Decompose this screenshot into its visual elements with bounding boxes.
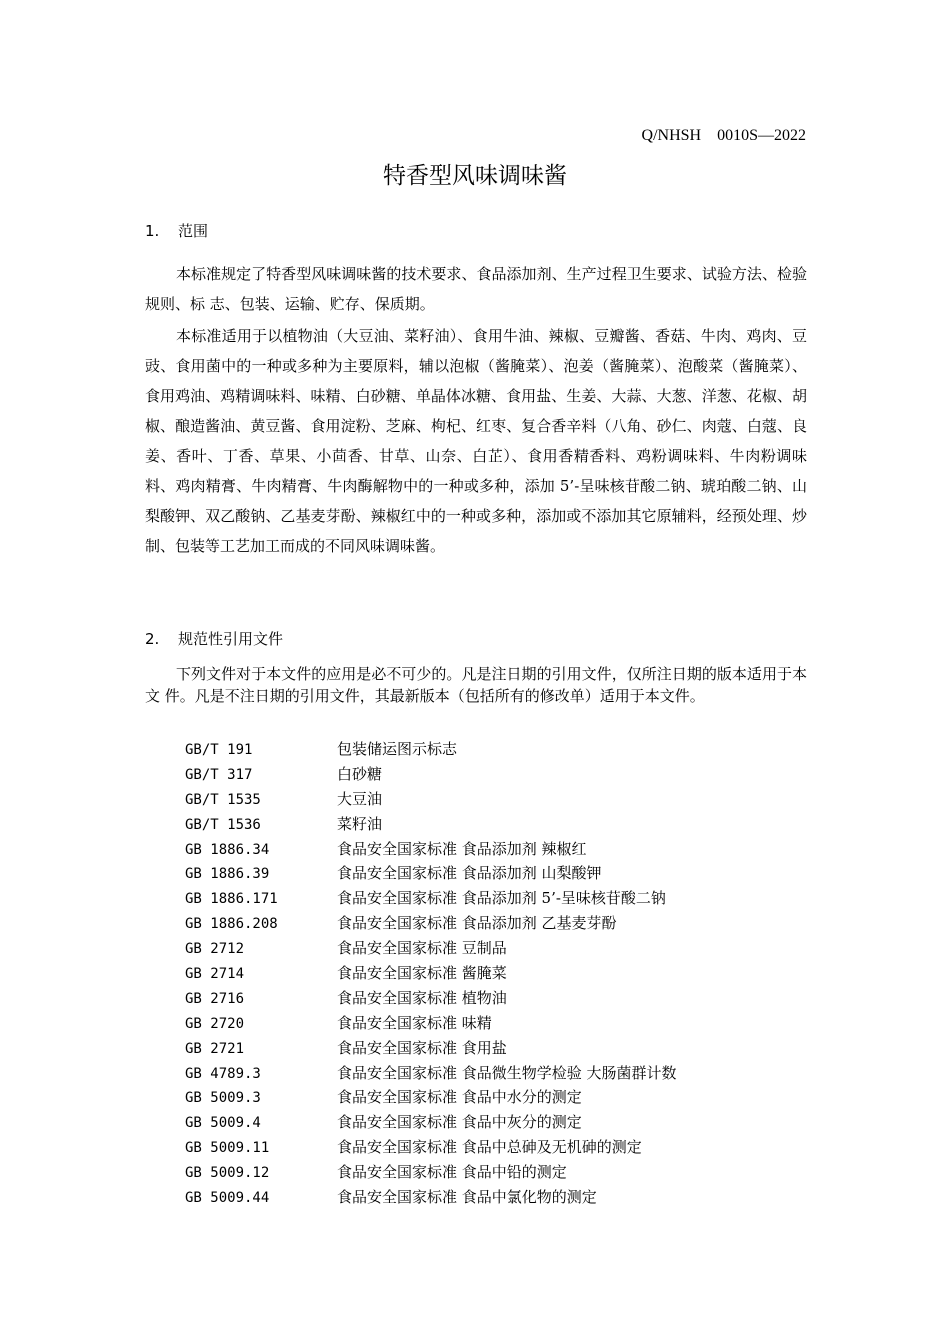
reference-code: GB 2712 — [185, 941, 245, 958]
reference-item — [185, 1110, 785, 1135]
reference-item — [185, 1135, 785, 1160]
document-title: 特香型风味调味酱 — [383, 163, 567, 189]
reference-code: GB 5009.12 — [185, 1165, 270, 1182]
reference-name: 食品安全国家标准 食品中氯化物的测定 — [337, 1188, 597, 1207]
reference-name: 食品安全国家标准 食品中灰分的测定 — [337, 1113, 582, 1132]
reference-name: 食品安全国家标准 食品添加剂 辣椒红 — [337, 839, 587, 858]
section-number: 2. — [145, 630, 160, 648]
reference-item — [185, 911, 785, 936]
reference-item — [185, 1036, 785, 1061]
reference-code: GB/T 1535 — [185, 791, 261, 808]
reference-code: GB 1886.34 — [185, 841, 270, 858]
reference-item — [185, 812, 785, 837]
reference-name: 食品安全国家标准 植物油 — [337, 988, 507, 1007]
reference-code: GB 4789.3 — [185, 1065, 261, 1082]
reference-code: GB 1886.39 — [185, 866, 270, 883]
reference-item — [185, 986, 785, 1011]
reference-code: GB/T 191 — [185, 742, 253, 758]
reference-list — [185, 737, 785, 1210]
scope-paragraph-2: 本标准适用于以植物油（大豆油、菜籽油）、食用牛油、辣椒、豆瓣酱、香菇、牛肉、鸡肉、豆豉、食用菌中的一种或多种为主要原料，辅以泡椒（酱腌菜）、泡姜（酱腌菜）、泡酸菜（酱腌菜）、食用鸡油、鸡精调味料、味精、白砂糖、单晶体冰糖、食用盐、生姜、大蒜、大葱、洋葱、花椒、胡椒、酿造酱油、黄豆酱、食用淀粉、芝麻、枸杞、红枣、复合香辛料（八角、砂仁、肉蔻、白蔻、良姜、香叶、丁香、草果、小茴香、甘草、山奈、白芷）、食用香精香料、鸡粉调味料、牛肉粉调味料、鸡肉精膏、牛肉精膏、牛肉酶解物中的一种或多种，添加 5’-呈味核苷酸二钠、琥珀酸二钠、山梨酸钾、双乙酸钠、乙基麦芽酚、辣椒红中的一种或多种，添加或不添加其它原辅料，经预处理、炒制、包装等工艺加工而成的不同风味调味酱。 — [145, 327, 807, 555]
reference-code: GB 5009.44 — [185, 1190, 270, 1207]
reference-item — [185, 886, 785, 911]
reference-code: GB/T 1536 — [185, 816, 261, 833]
reference-name: 包装储运图示标志 — [337, 740, 458, 758]
references-intro: 下列文件对于本文件的应用是必不可少的。凡是注日期的引用文件，仅所注日期的版本适用于本文 件。凡是不注日期的引用文件，其最新版本（包括所有的修改单）适用于本文件。 — [145, 665, 807, 705]
reference-code: GB 5009.4 — [185, 1115, 261, 1132]
reference-code: GB 2721 — [185, 1040, 245, 1057]
reference-name: 食品安全国家标准 食品中铅的测定 — [337, 1163, 567, 1182]
section-heading-scope — [145, 220, 208, 241]
reference-name: 食品安全国家标准 食品中水分的测定 — [337, 1088, 582, 1107]
reference-name: 食品安全国家标准 食品添加剂 乙基麦芽酚 — [337, 914, 617, 933]
reference-name: 食品安全国家标准 食用盐 — [337, 1038, 507, 1057]
reference-item — [185, 961, 785, 986]
reference-item — [185, 1185, 785, 1210]
reference-item — [185, 1160, 785, 1185]
reference-item — [185, 1061, 785, 1086]
reference-name: 食品安全国家标准 酱腌菜 — [337, 964, 507, 983]
reference-item — [185, 1085, 785, 1110]
reference-item — [185, 861, 785, 886]
document-code: Q/NHSH 0010S—2022 — [641, 127, 806, 144]
reference-code: GB 1886.171 — [185, 891, 278, 908]
reference-item — [185, 737, 785, 762]
scope-paragraph-1: 本标准规定了特香型风味调味酱的技术要求、食品添加剂、生产过程卫生要求、试验方法、检验规则、标 志、包装、运输、贮存、保质期。 — [145, 265, 807, 313]
reference-name: 食品安全国家标准 豆制品 — [337, 939, 507, 958]
reference-code: GB 1886.208 — [185, 916, 278, 933]
reference-item — [185, 936, 785, 961]
reference-item — [185, 837, 785, 862]
reference-name: 食品安全国家标准 食品添加剂 5’-呈味核苷酸二钠 — [337, 889, 666, 908]
reference-name: 菜籽油 — [337, 814, 383, 833]
section-title: 范围 — [178, 222, 209, 240]
reference-name: 食品安全国家标准 食品添加剂 山梨酸钾 — [337, 864, 602, 883]
reference-code: GB 5009.3 — [185, 1090, 261, 1107]
section-number: 1. — [145, 222, 160, 240]
section-title: 规范性引用文件 — [178, 630, 284, 648]
reference-code: GB 2714 — [185, 966, 245, 983]
reference-name: 大豆油 — [337, 789, 383, 808]
reference-item — [185, 1011, 785, 1036]
reference-code: GB 5009.11 — [185, 1140, 270, 1157]
reference-code: GB 2720 — [185, 1015, 245, 1032]
reference-code: GB 2716 — [185, 990, 245, 1007]
section-heading-normative-references — [145, 628, 283, 649]
reference-name: 食品安全国家标准 食品微生物学检验 大肠菌群计数 — [337, 1063, 677, 1082]
reference-name: 白砂糖 — [337, 764, 383, 783]
reference-item — [185, 787, 785, 812]
reference-item — [185, 762, 785, 787]
reference-name: 食品安全国家标准 食品中总砷及无机砷的测定 — [337, 1138, 642, 1157]
reference-code: GB/T 317 — [185, 766, 253, 783]
reference-name: 食品安全国家标准 味精 — [337, 1013, 492, 1032]
